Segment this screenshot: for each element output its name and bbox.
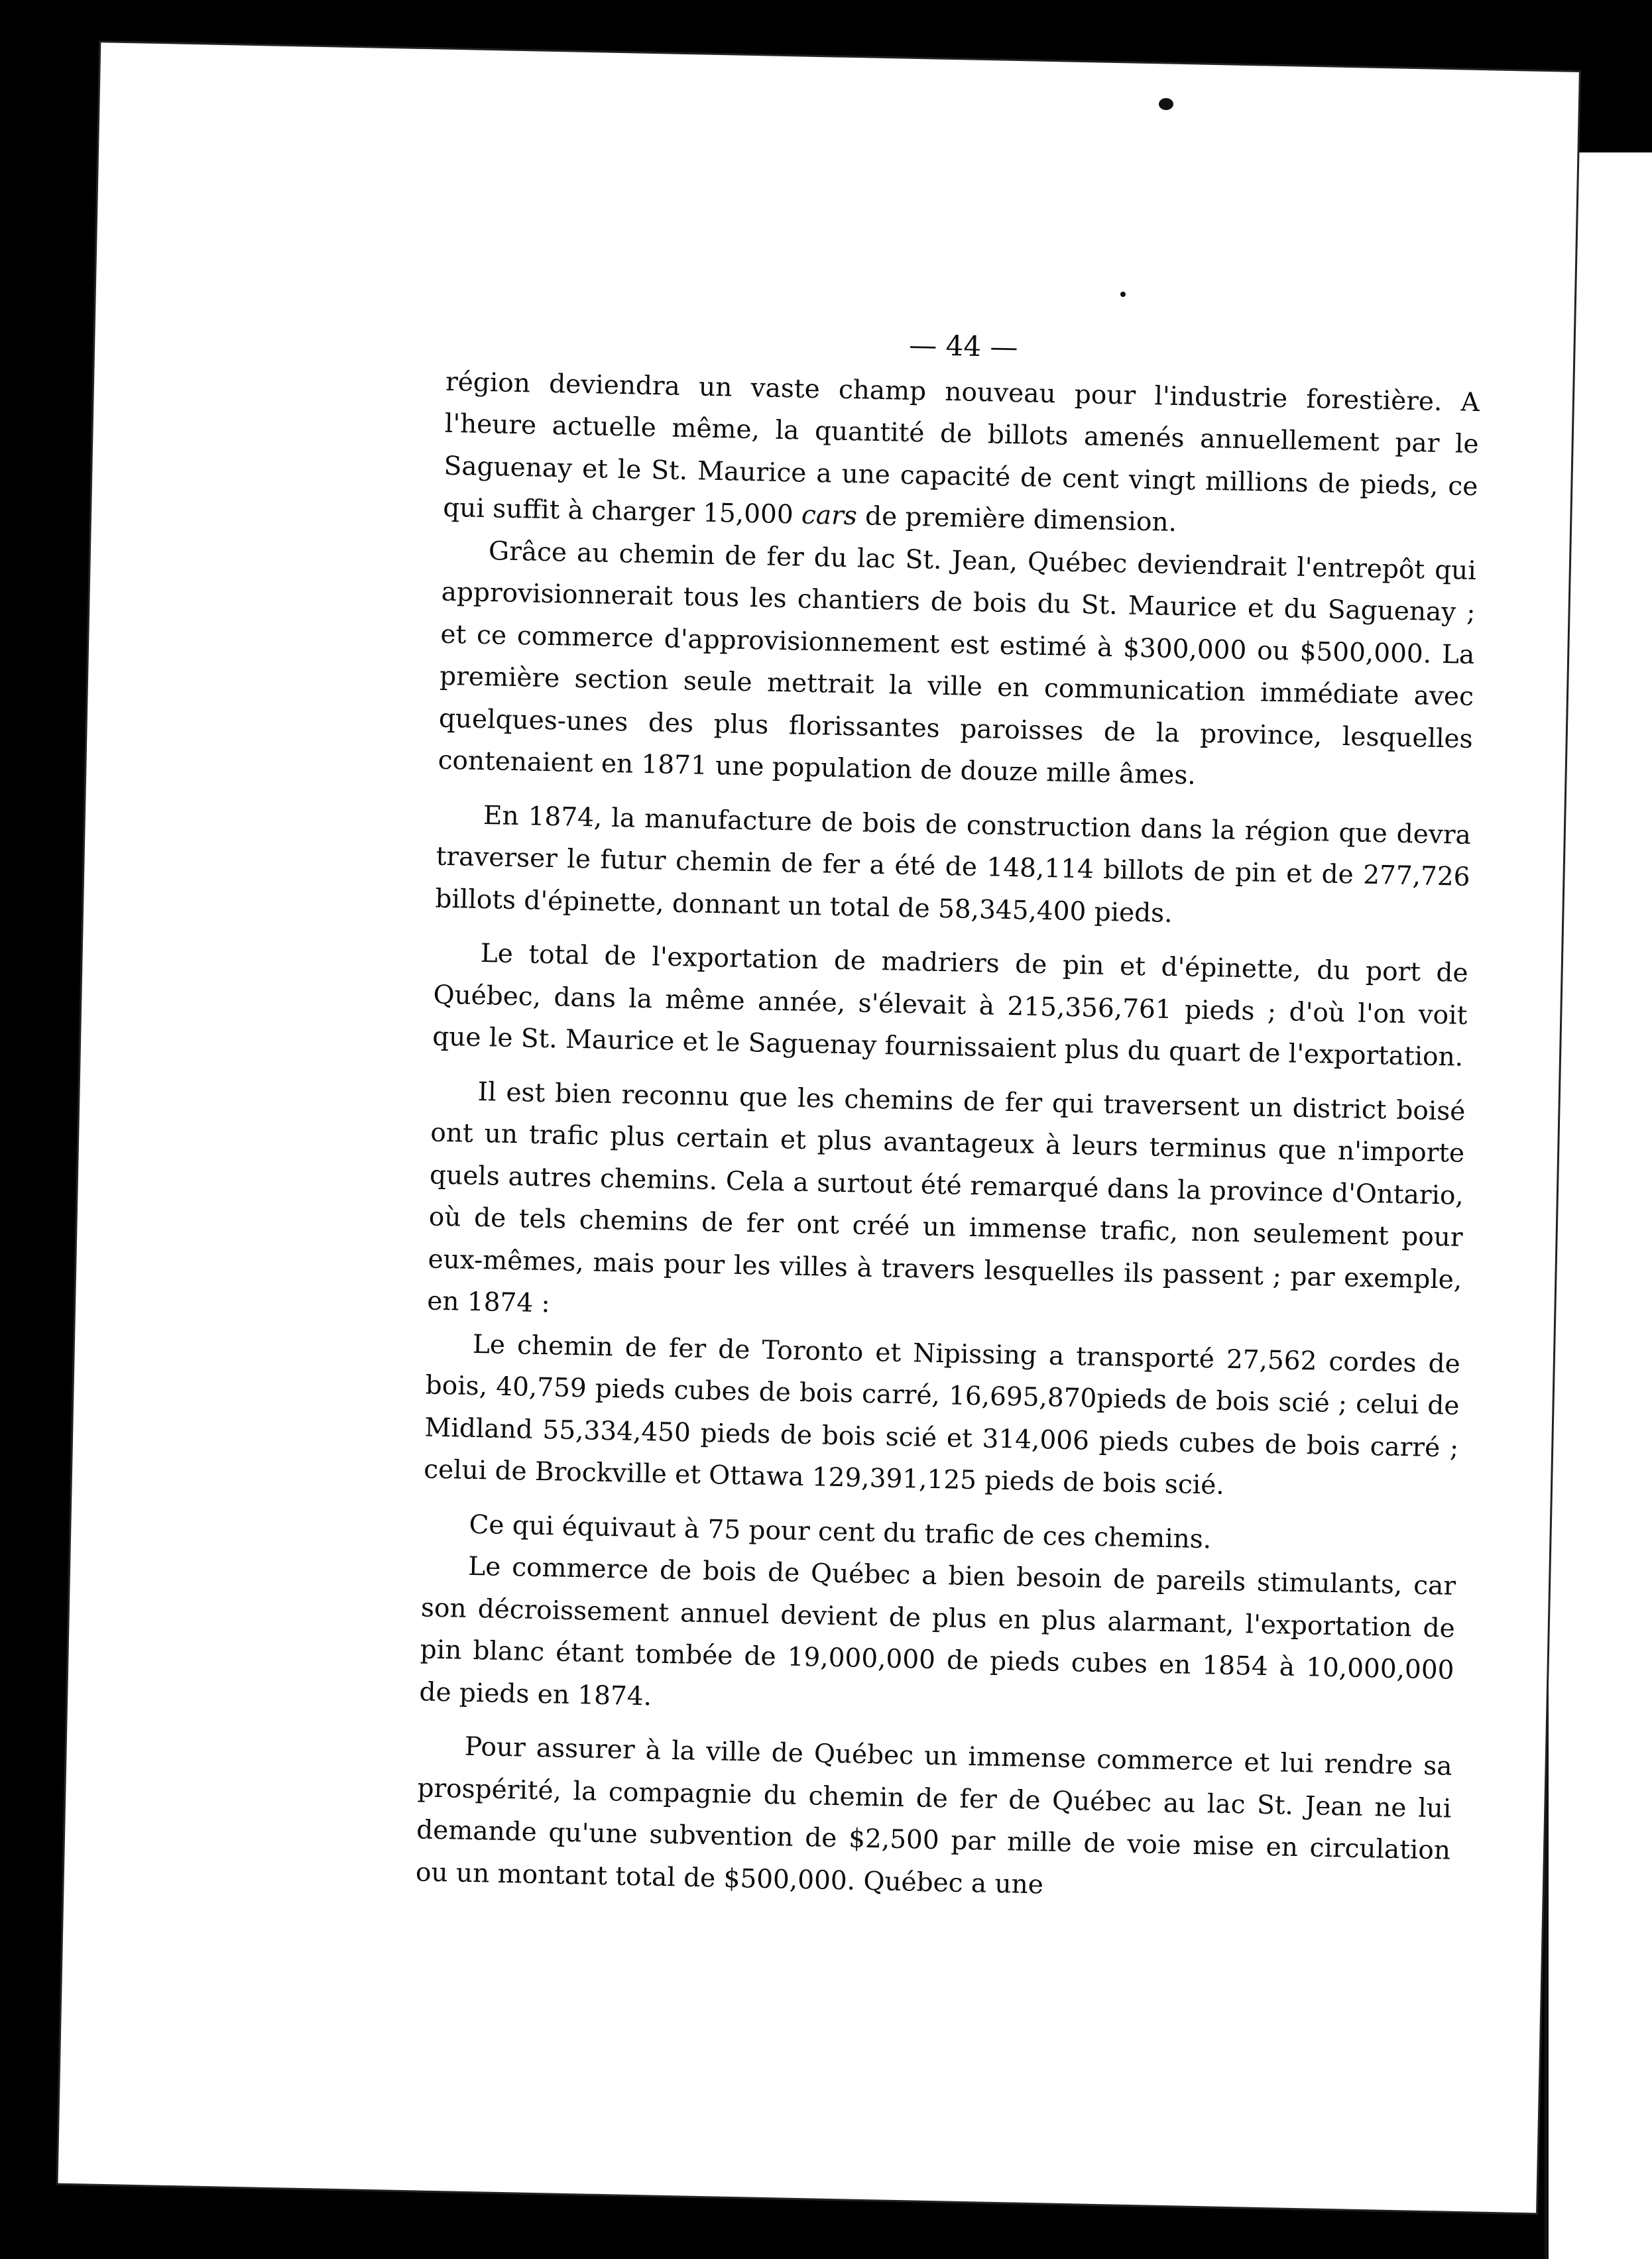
paragraph: Grâce au chemin de fer du lac St. Jean, Québec deviendrait l'entrepôt qui approvisionnerait tous les chantiers de bois du St. Maurice et du Saguenay ; et ce commerce d'approvisionnement est estimé à $300,000 ou $500,000. La première section seule mettrait la ville en communication immédiate avec quelques-unes des plus florissantes paroisses de la province, lesquelles contenaient en 1871 une population de douze mille âmes.: [438, 536, 1477, 791]
paragraph-text-continued: de première dimension.: [856, 501, 1177, 538]
paper-scuff: [1159, 98, 1173, 110]
paragraph: En 1874, la manufacture de bois de construction dans la région que devra traverser le futur chemin de fer a été de 148,114 billots de pin et de 277,726 billots d'épinette, donnant un total de 58,345,400 pieds.: [435, 800, 1472, 929]
paragraph-text: région deviendra un vaste champ nouveau pour l'industrie forestière. A l'heure actuelle même, la quantité de billots amenés annuellement par le Saguenay et le St. Maurice a une capacité de cent vingt millions de pieds, ce qui suffit à charger 15,000: [442, 367, 1480, 530]
document-page: [58, 42, 1579, 2213]
paragraph: Le total de l'exportation de madriers de pin et d'épinette, du port de Québec, dans la même année, s'élevait à 215,356,761 pieds ; d'où l'on voit que le St. Maurice et le Saguenay fournissaient plus du quart de l'exportation.: [432, 939, 1469, 1072]
emphasized-word: cars: [801, 500, 858, 532]
page-number: — 44 —: [908, 328, 1018, 364]
page-text-block: [415, 315, 1480, 1914]
paper-scuff: [1120, 292, 1126, 297]
paragraph: Le commerce de bois de Québec a bien besoin de pareils stimulants, car son décroissement annuel devient de plus en plus alarmant, l'exportation de pin blanc étant tombée de 19,000,000 de pieds cubes en 1854 à 10,000,000 de pieds en 1874.: [419, 1551, 1456, 1711]
paragraph: Pour assurer à la ville de Québec un immense commerce et lui rendre sa prospérité, la compagnie du chemin de fer de Québec au lac St. Jean ne lui demande qu'une subvention de $2,500 par mille de voie mise en circulation ou un montant total de $500,000. Québec a une: [415, 1731, 1452, 1900]
paragraph: Ce qui équivaut à 75 pour cent du trafic de ces chemins.: [469, 1509, 1212, 1554]
paragraph: [443, 361, 1480, 550]
paragraph: Il est bien reconnu que les chemins de fer qui traversent un district boisé ont un trafic plus certain et plus avantageux à leurs terminus que n'importe quels autres chemins. Cela a surtout été remarqué dans la province d'Ontario, où de tels chemins de fer ont créé un immense trafic, non seulement pour eux-mêmes, mais pour les villes à travers lesquelles ils passent ; par exemple, en 1874 :: [426, 1076, 1466, 1319]
paragraph: Le chemin de fer de Toronto et Nipissing a transporté 27,562 cordes de bois, 40,759 pieds cubes de bois carré, 16,695,870pieds de bois scié ; celui de Midland 55,334,450 pieds de bois scié et 314,006 pieds cubes de bois carré ; celui de Brockville et Ottawa 129,391,125 pieds de bois scié.: [423, 1329, 1461, 1501]
